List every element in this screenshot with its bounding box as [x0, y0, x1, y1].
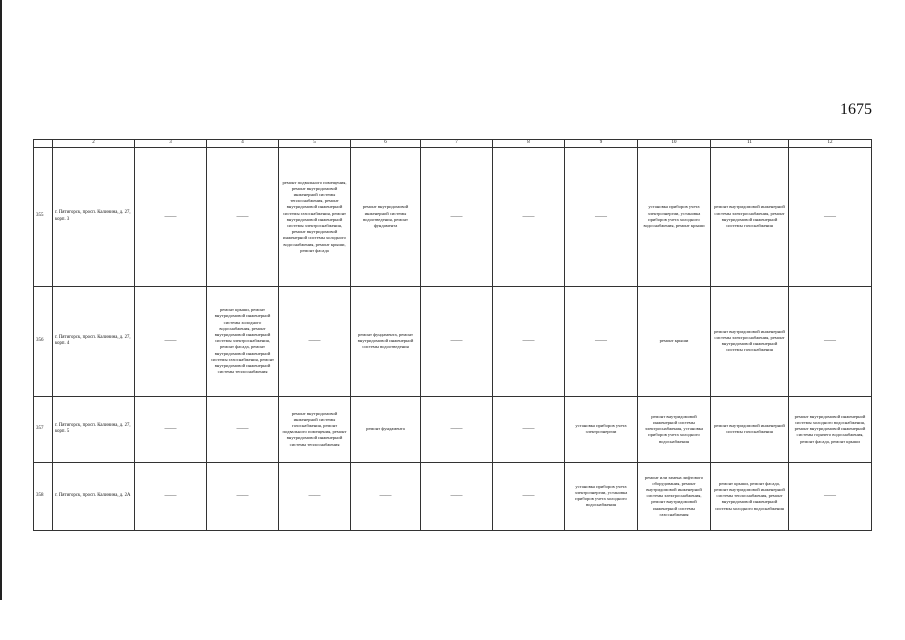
table-cell: ремонт фундамента, ремонт внутридомовой инженерной системы водоотведения [351, 286, 421, 396]
address-cell: г. Пятигорск, просп. Калинина, д. 27, корп. 4 [53, 286, 135, 396]
column-header: 11 [711, 140, 789, 148]
table-cell: —— [493, 147, 565, 286]
table-cell: —— [789, 286, 872, 396]
column-header: 3 [135, 140, 207, 148]
row-number: 355 [34, 147, 53, 286]
table-cell: —— [135, 286, 207, 396]
table-cell: —— [207, 396, 279, 462]
table-cell: ремонт крыши, ремонт фасада, ремонт внутридомовой инженерной системы теплоснабжения, ремонт внутридомовой инженерной системы холодного водоснабжения [711, 462, 789, 530]
row-number: 356 [34, 286, 53, 396]
table-cell: —— [207, 462, 279, 530]
table-row [34, 462, 872, 530]
column-header: 2 [53, 140, 135, 148]
table-cell: установка приборов учета электроэнергии, установка приборов учета холодного водоснабжения, ремонт крыши [638, 147, 711, 286]
table-header-row [34, 140, 872, 148]
table-cell: —— [789, 462, 872, 530]
table-cell: —— [421, 147, 493, 286]
table-cell: ремонт подвального помещения, ремонт внутридомовой инженерной системы теплоснабжения, ремонт внутридомовой инженерной системы газоснабжения, ремонт внутридомовой инженерной системы электроснабжения, ремонт внутридомовой инженерной системы холодного водоснабжения, ремонт крыши, ремонт фасада [279, 147, 351, 286]
table-cell: ремонт или замена лифтового оборудования, ремонт внутридомовой инженерной системы электроснабжения, ремонт внутридомовой инженерной системы газоснабжения [638, 462, 711, 530]
address-cell: г. Пятигорск, просп. Калинина, д. 27, корп. 3 [53, 147, 135, 286]
column-header: 10 [638, 140, 711, 148]
address-cell: г. Пятигорск, просп. Калинина, д. 2А [53, 462, 135, 530]
table-cell: ремонт внутридомовой инженерной системы электроснабжения, ремонт внутридомовой инженерной системы газоснабжения [711, 286, 789, 396]
table-cell: ремонт крыши, ремонт внутридомовой инженерной системы холодного водоснабжения, ремонт внутридомовой инженерной системы электроснабжения, ремонт фасада, ремонт внутридомовой инженерной системы газоснабжения, ремонт внутридомовой инженерной системы теплоснабжения [207, 286, 279, 396]
table-cell: ремонт внутридомовой инженерной системы газоснабжения, ремонт подвального помещения, ремонт внутридомовой инженерной системы теплоснабжения [279, 396, 351, 462]
column-header: 9 [565, 140, 638, 148]
table-cell: установка приборов учета электроэнергии, установка приборов учета холодного водоснабжения [565, 462, 638, 530]
table-cell: ремонт внутридомовой инженерной системы водоотведения, ремонт фундамента [351, 147, 421, 286]
column-header: 12 [789, 140, 872, 148]
column-header: 6 [351, 140, 421, 148]
table-cell: ремонт внутридомовой инженерной системы холодного водоснабжения, ремонт внутридомовой инженерной системы горячего водоснабжения, ремонт фасада, ремонт крыши [789, 396, 872, 462]
table-cell: ремонт внутридомовой инженерной системы электроснабжения, установка приборов учета холодного водоснабжения [638, 396, 711, 462]
table-row [34, 286, 872, 396]
table-cell: —— [207, 147, 279, 286]
table-cell: —— [565, 286, 638, 396]
table-cell: ремонт внутридомовой инженерной системы газоснабжения [711, 396, 789, 462]
column-header: 5 [279, 140, 351, 148]
column-header: 7 [421, 140, 493, 148]
table-cell: —— [421, 396, 493, 462]
table-cell: —— [493, 286, 565, 396]
table-cell: —— [789, 147, 872, 286]
column-header: 8 [493, 140, 565, 148]
table-cell: —— [135, 462, 207, 530]
table-cell: —— [135, 396, 207, 462]
table-row [34, 147, 872, 286]
page-margin-line [0, 0, 2, 600]
repair-schedule-table [33, 139, 872, 531]
page-number: 1675 [840, 101, 872, 118]
table-cell: —— [135, 147, 207, 286]
table-cell: —— [351, 462, 421, 530]
column-header: 4 [207, 140, 279, 148]
row-number: 357 [34, 396, 53, 462]
table-cell: —— [279, 286, 351, 396]
table-cell: —— [493, 462, 565, 530]
table-row [34, 396, 872, 462]
address-cell: г. Пятигорск, просп. Калинина, д. 27, корп. 5 [53, 396, 135, 462]
table-cell: —— [279, 462, 351, 530]
row-number: 358 [34, 462, 53, 530]
table-cell: —— [421, 286, 493, 396]
table-cell: ремонт крыши [638, 286, 711, 396]
table-cell: —— [421, 462, 493, 530]
table-cell: ремонт фундамента [351, 396, 421, 462]
column-header [34, 140, 53, 148]
table-cell: ремонт внутридомовой инженерной системы электроснабжения, ремонт внутридомовой инженерной системы газоснабжения [711, 147, 789, 286]
table-cell: —— [565, 147, 638, 286]
table-cell: —— [493, 396, 565, 462]
table-cell: установка приборов учета электроэнергии [565, 396, 638, 462]
